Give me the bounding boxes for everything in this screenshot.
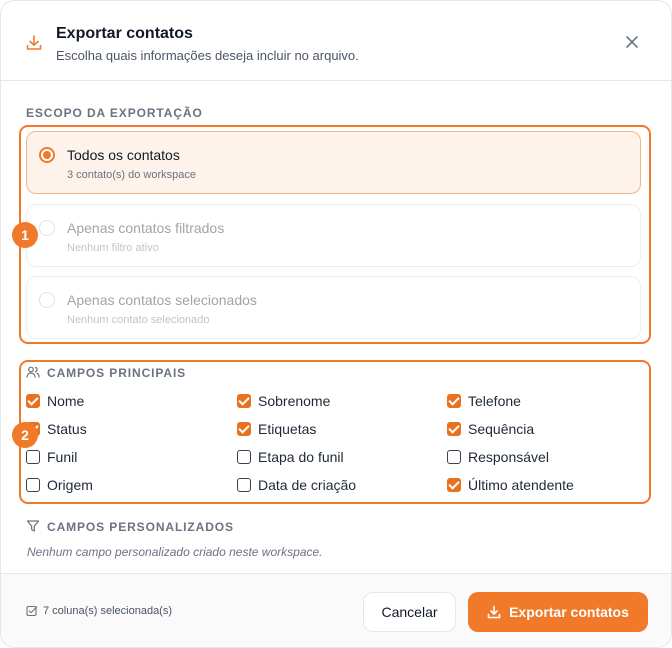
- field-checkbox[interactable]: [237, 394, 251, 408]
- field-label: Etiquetas: [258, 421, 317, 437]
- radio-button[interactable]: [39, 220, 55, 236]
- field-option[interactable]: [447, 419, 534, 439]
- field-option[interactable]: [237, 391, 330, 411]
- export-contacts-button[interactable]: [468, 592, 648, 632]
- dialog-header: [1, 1, 671, 81]
- field-option[interactable]: [26, 391, 84, 411]
- main-fields-label-text: CAMPOS PRINCIPAIS: [47, 366, 187, 380]
- field-checkbox[interactable]: [237, 478, 251, 492]
- field-option[interactable]: [447, 447, 549, 467]
- field-checkbox[interactable]: [447, 450, 461, 464]
- field-checkbox[interactable]: [447, 422, 461, 436]
- radio-button[interactable]: [39, 147, 55, 163]
- selected-count-text: 7 coluna(s) selecionada(s): [43, 605, 173, 617]
- field-label: Origem: [47, 477, 93, 493]
- scope-section-label: ESCOPO DA EXPORTAÇÃO: [26, 106, 203, 120]
- field-label: Nome: [47, 393, 85, 409]
- scope-option-label: Apenas contatos filtrados: [67, 220, 225, 236]
- field-label: Data de criação: [258, 477, 357, 493]
- field-option[interactable]: [447, 391, 521, 411]
- main-fields-section-label: [47, 366, 186, 380]
- export-button-label: Exportar contatos: [509, 604, 629, 620]
- field-label: Telefone: [468, 393, 521, 409]
- annotation-badge-2: 2: [12, 422, 38, 448]
- field-checkbox[interactable]: [26, 450, 40, 464]
- scope-option-description: Nenhum filtro ativo: [67, 242, 159, 254]
- checkbox-icon: [26, 605, 38, 617]
- custom-fields-label-text: CAMPOS PERSONALIZADOS: [47, 520, 234, 534]
- download-icon: [487, 605, 501, 619]
- field-option[interactable]: [237, 419, 316, 439]
- field-checkbox[interactable]: [237, 450, 251, 464]
- scope-option-3[interactable]: [26, 276, 641, 339]
- dialog-footer: [1, 573, 671, 648]
- scope-option-1[interactable]: [26, 131, 641, 194]
- cancel-button[interactable]: Cancelar: [363, 592, 456, 632]
- scope-option-2[interactable]: [26, 204, 641, 267]
- radio-button[interactable]: [39, 292, 55, 308]
- custom-fields-empty-message: Nenhum campo personalizado criado neste workspace.: [27, 545, 323, 559]
- scope-option-description: Nenhum contato selecionado: [67, 314, 210, 326]
- close-icon[interactable]: [625, 35, 639, 49]
- field-option[interactable]: [447, 475, 574, 495]
- field-option[interactable]: [26, 447, 77, 467]
- field-checkbox[interactable]: [26, 478, 40, 492]
- scope-option-label: Apenas contatos selecionados: [67, 292, 257, 308]
- filter-icon: [26, 519, 40, 533]
- scope-option-label: Todos os contatos: [67, 147, 180, 163]
- field-checkbox[interactable]: [237, 422, 251, 436]
- dialog-subtitle: Escolha quais informações deseja incluir no arquivo.: [56, 48, 359, 63]
- field-checkbox[interactable]: [447, 394, 461, 408]
- custom-fields-section-label: [47, 520, 234, 534]
- field-option[interactable]: [26, 475, 93, 495]
- dialog-title: Exportar contatos: [56, 25, 193, 42]
- annotation-badge-1: 1: [12, 222, 38, 248]
- field-label: Etapa do funil: [258, 449, 344, 465]
- field-label: Funil: [47, 449, 78, 465]
- field-label: Responsável: [468, 449, 549, 465]
- field-checkbox[interactable]: [447, 478, 461, 492]
- field-option[interactable]: [237, 447, 344, 467]
- selected-columns-count: [26, 605, 172, 617]
- download-icon: [25, 34, 43, 52]
- field-checkbox[interactable]: [26, 394, 40, 408]
- field-option[interactable]: [237, 475, 356, 495]
- field-label: Status: [47, 421, 87, 437]
- users-icon: [26, 365, 40, 379]
- scope-option-description: 3 contato(s) do workspace: [67, 169, 197, 181]
- field-label: Sequência: [468, 421, 535, 437]
- field-label: Último atendente: [468, 477, 574, 493]
- field-label: Sobrenome: [258, 393, 331, 409]
